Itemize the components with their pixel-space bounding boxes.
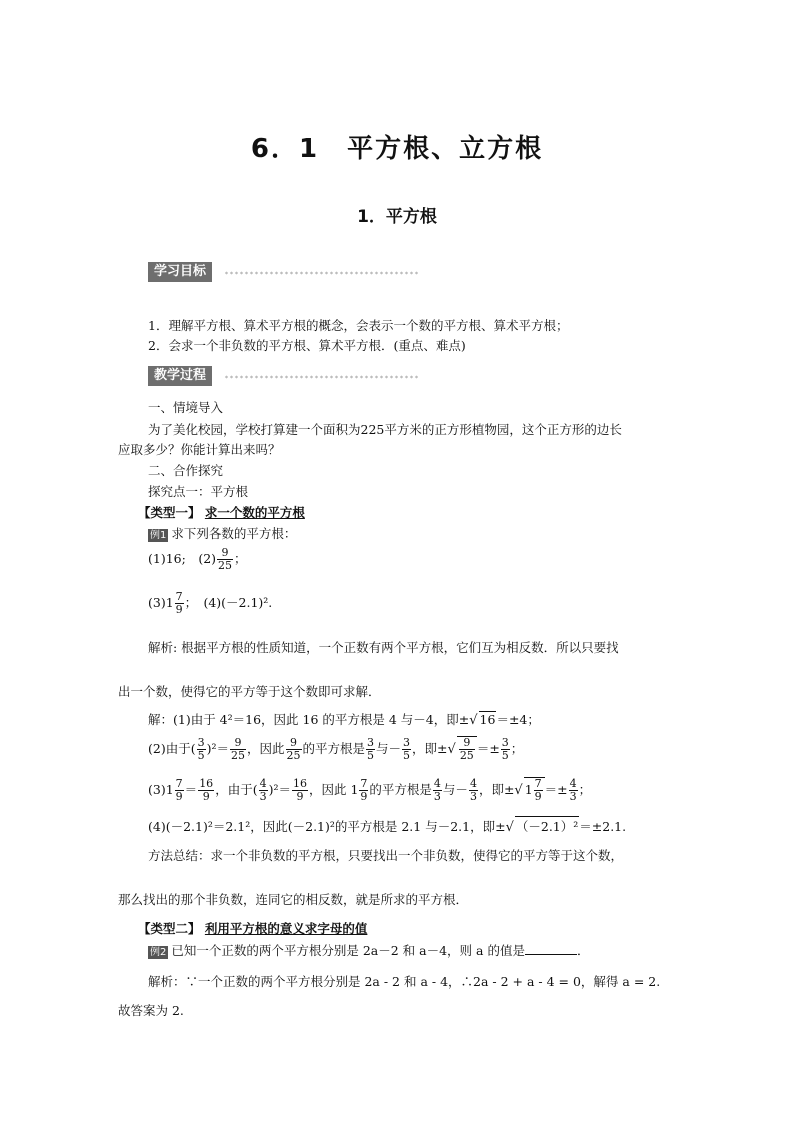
radicand: 16 [479,712,496,727]
solution-3-text: ＝ [184,782,198,797]
fraction: $\frac{9}{25}$ [218,546,233,572]
page-title: 6．1 平方根、立方根 [250,134,544,164]
fraction: $\frac{4}{3}$ [433,777,441,803]
section-subtitle: 1．平方根 [357,207,437,227]
solution-2-text: ，因此 [246,741,285,756]
process-label: 教学过程 [148,366,212,386]
fraction: $\frac{7}{9}$ [175,590,183,616]
analysis-1-line-2: 出一个数，使得它的平方等于这个数即可求解． [118,684,381,699]
method-line-1: 方法总结：求一个非负数的平方根，只要找出一个非负数，使得它的平方等于这个数， [148,848,624,863]
intro-text-1: 为了美化校园，学校打算建一个面积为225平方米的正方形植物园，这个正方形的边长 [148,422,622,437]
example-2 [148,941,589,959]
answer-blank [525,944,577,955]
example-1-text: 求下列各数的平方根： [171,526,297,541]
solution-3 [148,777,591,803]
type1-title: 求一个数的平方根 [204,505,305,520]
intro-heading: 一、情境导入 [148,400,224,415]
goals-banner [148,262,418,282]
fraction: $\frac{7}{9}$ [360,777,368,803]
fraction: $\frac{4}{3}$ [569,777,577,803]
method-line-2: 那么找出的那个非负数，连同它的相反数，就是所求的平方根． [118,892,469,907]
solution-2-text: ； [510,741,524,756]
fraction: $\frac{3}{5}$ [501,736,509,762]
fraction: $\frac{16}{9}$ [292,777,307,803]
intro-text-2: 应取多少？你能计算出来吗？ [118,442,281,457]
solution-1 [148,710,540,728]
example-2-tag: 例2 [150,947,167,958]
solution-4-result: ＝±2.1. [579,819,627,834]
fraction: $\frac{9}{25}$ [286,736,301,762]
sqrt-icon: √ [447,742,456,757]
solution-4 [148,816,626,835]
example-1 [148,524,296,542]
solution-3-text: ＝± [544,782,568,797]
sqrt-icon: √ [505,820,514,835]
solution-2-text: )²＝ [206,741,229,756]
solution-3-text: ； [578,782,592,797]
goal-1: 1．理解平方根、算术平方根的概念，会表示一个数的平方根、算术平方根； [148,318,569,333]
type1-heading [138,503,305,521]
problem-1-2: (1)16; (2) $\frac{9}{25}$ ； [148,546,247,572]
process-banner [148,366,418,386]
sqrt-icon: √ [469,713,478,728]
analysis-2-line-1: 解析：∵一个正数的两个平方根分别是 2a - 2 和 a - 4，∴2a - 2 + a - 4 = 0，解得 a = 2. [148,974,661,989]
problem-4-text: (4)(－2.1)². [203,595,273,610]
solution-3-text: ，因此 1 [308,782,359,797]
fraction: $\frac{3}{5}$ [367,736,375,762]
radicand: 1 $\frac{7}{9}$ [524,777,545,803]
fraction: $\frac{4}{3}$ [259,777,267,803]
fraction: $\frac{3}{5}$ [197,736,205,762]
solution-3-text: 的平方根是 [369,782,432,797]
problem-3-text: (3)1 [148,595,174,610]
example-2-text: 已知一个正数的两个平方根分别是 2a－2 和 a－4，则 a 的值是 [171,943,525,958]
fraction: $\frac{7}{9}$ [534,777,542,803]
type2-heading [138,919,367,937]
sqrt-icon: √ [514,783,523,798]
solution-3-text: ，即± [478,782,515,797]
analysis-2-line-2: 故答案为 2. [118,1003,184,1018]
solution-2-text: 与－ [376,741,402,756]
banner-dots [224,271,418,275]
type2-title: 利用平方根的意义求字母的值 [204,921,368,936]
solution-3-text: (3)1 [148,782,174,797]
goals-label: 学习目标 [148,262,212,282]
solution-2 [148,736,523,762]
fraction: $\frac{16}{9}$ [199,777,214,803]
type2-label: 【类型二】 [138,921,201,936]
solution-2-text: (2)由于( [148,741,196,756]
radicand [457,736,477,762]
fraction: $\frac{3}{5}$ [403,736,411,762]
solution-4-text: (4)(－2.1)²＝2.1²，因此(－2.1)²的平方根是 2.1 与－2.1，即± [148,819,506,834]
goal-2: 2．会求一个非负数的平方根、算术平方根．(重点、难点) [148,338,466,353]
radicand: （－2.1）² [515,816,579,835]
solution-2-text: 的平方根是 [302,741,366,756]
problem-3-4: (3)1 $\frac{7}{9}$ ； (4)(－2.1)². [148,590,273,616]
coop-point: 探究点一：平方根 [148,484,249,499]
solution-2-text: ＝± [476,741,500,756]
solution-1-result: ＝±4； [496,712,540,727]
fraction: $\frac{9}{25}$ [459,736,474,762]
solution-3-text: )²＝ [268,782,291,797]
problem-1-text: (1)16; (2) [148,551,217,566]
analysis-1-line-1: 解析: 根据平方根的性质知道，一个正数有两个平方根，它们互为相反数．所以只要找 [148,640,619,655]
example-2-end: ． [576,943,590,958]
solution-3-text: ，由于( [215,782,258,797]
solution-2-text: ，即± [412,741,448,756]
fraction: $\frac{7}{9}$ [175,777,183,803]
fraction: $\frac{9}{25}$ [230,736,245,762]
type1-label: 【类型一】 [138,505,201,520]
solution-1-text: 解：(1)由于 4²＝16，因此 16 的平方根是 4 与－4，即± [148,712,470,727]
example-1-tag: 例1 [150,530,167,541]
coop-heading: 二、合作探究 [148,463,224,478]
solution-3-text: 与－ [442,782,468,797]
banner-dots [224,375,418,379]
fraction: $\frac{4}{3}$ [469,777,477,803]
